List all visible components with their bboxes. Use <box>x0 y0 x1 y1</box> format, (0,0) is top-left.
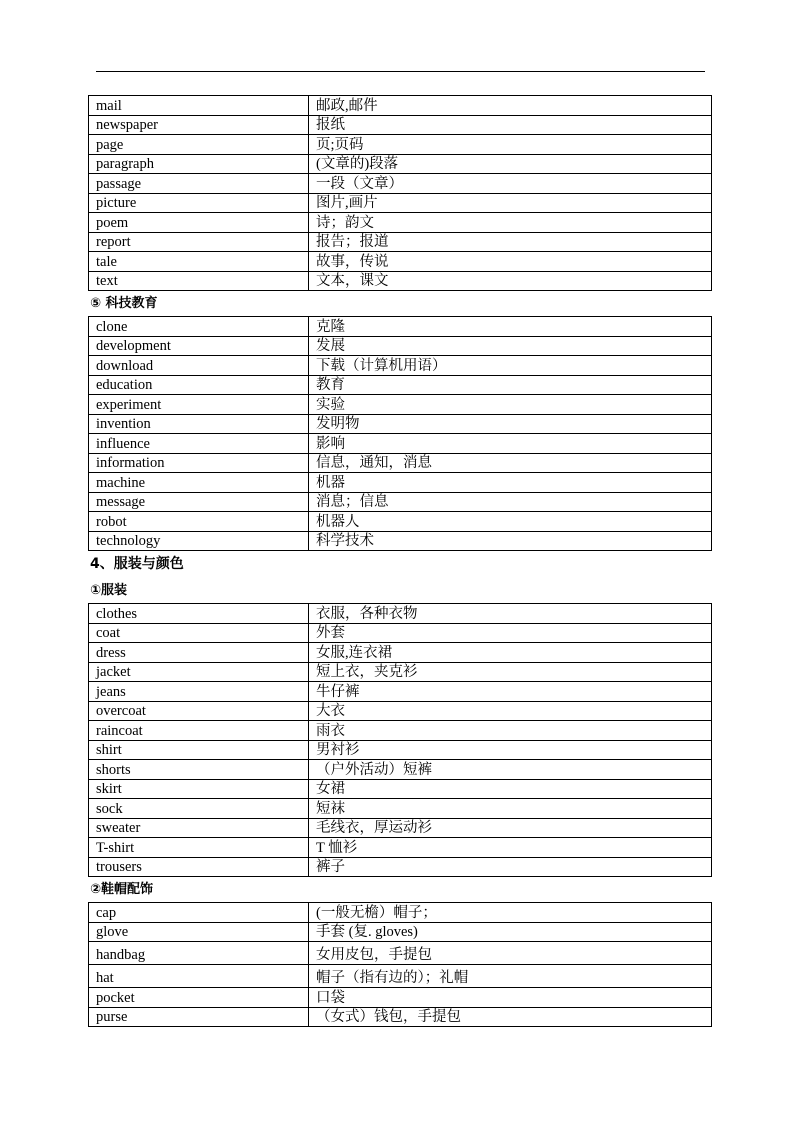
english-word: glove <box>89 922 309 942</box>
chinese-meaning: 裤子 <box>309 857 712 877</box>
chinese-meaning: 女用皮包，手提包 <box>309 942 712 965</box>
english-word: sock <box>89 799 309 819</box>
table-row <box>89 473 712 493</box>
chinese-meaning: 机器 <box>309 473 712 493</box>
chinese-meaning: 女服,连衣裙 <box>309 643 712 663</box>
header-rule <box>96 71 705 72</box>
table-row <box>89 662 712 682</box>
chinese-meaning: 报告；报道 <box>309 232 712 252</box>
chinese-meaning: 故事，传说 <box>309 252 712 272</box>
table-row <box>89 903 712 923</box>
english-word: purse <box>89 1007 309 1027</box>
english-word: technology <box>89 531 309 551</box>
english-word: machine <box>89 473 309 493</box>
english-word: dress <box>89 643 309 663</box>
english-word: tale <box>89 252 309 272</box>
table-row <box>89 375 712 395</box>
chinese-meaning: 外套 <box>309 623 712 643</box>
english-word: jacket <box>89 662 309 682</box>
chinese-meaning: 邮政,邮件 <box>309 96 712 116</box>
chinese-meaning: 实验 <box>309 395 712 415</box>
chinese-meaning: 男衬衫 <box>309 740 712 760</box>
table-row <box>89 356 712 376</box>
english-word: invention <box>89 414 309 434</box>
chinese-meaning: 诗；韵文 <box>309 213 712 233</box>
table-row <box>89 271 712 291</box>
chinese-meaning: 手套 (复. gloves) <box>309 922 712 942</box>
chinese-meaning: 克隆 <box>309 317 712 337</box>
table-row <box>89 492 712 512</box>
table-row <box>89 453 712 473</box>
english-word: passage <box>89 174 309 194</box>
chinese-meaning: 一段（文章） <box>309 174 712 194</box>
english-word: robot <box>89 512 309 532</box>
heading-accessories: ②鞋帽配饰 <box>90 882 154 897</box>
table-row <box>89 779 712 799</box>
vocab-table-accessories <box>88 902 712 1027</box>
english-word: trousers <box>89 857 309 877</box>
chinese-meaning: 信息，通知，消息 <box>309 453 712 473</box>
table-row <box>89 965 712 988</box>
vocab-table-media <box>88 95 712 291</box>
english-word: pocket <box>89 988 309 1008</box>
table-row <box>89 604 712 624</box>
english-word: overcoat <box>89 701 309 721</box>
english-word: education <box>89 375 309 395</box>
english-word: page <box>89 135 309 155</box>
table-row <box>89 857 712 877</box>
english-word: shorts <box>89 760 309 780</box>
chinese-meaning: 报纸 <box>309 115 712 135</box>
table-row <box>89 922 712 942</box>
table-row <box>89 154 712 174</box>
table-row <box>89 721 712 741</box>
heading-clothing: ①服装 <box>90 583 128 598</box>
english-word: clothes <box>89 604 309 624</box>
table-row <box>89 760 712 780</box>
table-row <box>89 740 712 760</box>
vocab-table-clothing <box>88 603 712 877</box>
english-word: jeans <box>89 682 309 702</box>
english-word: clone <box>89 317 309 337</box>
chinese-meaning: 牛仔裤 <box>309 682 712 702</box>
chinese-meaning: 下载（计算机用语） <box>309 356 712 376</box>
english-word: cap <box>89 903 309 923</box>
english-word: development <box>89 336 309 356</box>
heading-science-education: ⑤ 科技教育 <box>90 296 158 311</box>
english-word: picture <box>89 193 309 213</box>
table-row <box>89 174 712 194</box>
chinese-meaning: 页;页码 <box>309 135 712 155</box>
table-row <box>89 395 712 415</box>
table-row <box>89 799 712 819</box>
table-row <box>89 988 712 1008</box>
table-row <box>89 115 712 135</box>
chinese-meaning: 消息；信息 <box>309 492 712 512</box>
english-word: raincoat <box>89 721 309 741</box>
table-row <box>89 531 712 551</box>
chinese-meaning: 文本，课文 <box>309 271 712 291</box>
chinese-meaning: 大衣 <box>309 701 712 721</box>
english-word: poem <box>89 213 309 233</box>
table-row <box>89 942 712 965</box>
chinese-meaning: (一般无檐）帽子； <box>309 903 712 923</box>
chinese-meaning: 短上衣，夹克衫 <box>309 662 712 682</box>
chinese-meaning: 女裙 <box>309 779 712 799</box>
table-row <box>89 96 712 116</box>
chinese-meaning: 机器人 <box>309 512 712 532</box>
chinese-meaning: T 恤衫 <box>309 838 712 858</box>
english-word: sweater <box>89 818 309 838</box>
chinese-meaning: 教育 <box>309 375 712 395</box>
chinese-meaning: (文章的)段落 <box>309 154 712 174</box>
table-row <box>89 336 712 356</box>
english-word: paragraph <box>89 154 309 174</box>
document-body <box>88 95 712 1027</box>
english-word: report <box>89 232 309 252</box>
chinese-meaning: 图片,画片 <box>309 193 712 213</box>
english-word: text <box>89 271 309 291</box>
chinese-meaning: 帽子（指有边的）；礼帽 <box>309 965 712 988</box>
chinese-meaning: （户外活动）短裤 <box>309 760 712 780</box>
chinese-meaning: 口袋 <box>309 988 712 1008</box>
chinese-meaning: 发展 <box>309 336 712 356</box>
english-word: message <box>89 492 309 512</box>
english-word: shirt <box>89 740 309 760</box>
vocab-table-science <box>88 316 712 551</box>
table-row <box>89 701 712 721</box>
chinese-meaning: 发明物 <box>309 414 712 434</box>
table-row <box>89 414 712 434</box>
table-row <box>89 434 712 454</box>
english-word: T-shirt <box>89 838 309 858</box>
table-row <box>89 623 712 643</box>
table-row <box>89 135 712 155</box>
chinese-meaning: 科学技术 <box>309 531 712 551</box>
table-row <box>89 252 712 272</box>
heading-section-4: 4、服装与颜色 <box>90 556 184 572</box>
table-row <box>89 317 712 337</box>
table-row <box>89 682 712 702</box>
english-word: skirt <box>89 779 309 799</box>
english-word: handbag <box>89 942 309 965</box>
english-word: download <box>89 356 309 376</box>
english-word: experiment <box>89 395 309 415</box>
chinese-meaning: 影响 <box>309 434 712 454</box>
table-row <box>89 232 712 252</box>
english-word: hat <box>89 965 309 988</box>
table-row <box>89 838 712 858</box>
english-word: mail <box>89 96 309 116</box>
table-row <box>89 193 712 213</box>
english-word: newspaper <box>89 115 309 135</box>
chinese-meaning: （女式）钱包，手提包 <box>309 1007 712 1027</box>
table-row <box>89 512 712 532</box>
chinese-meaning: 雨衣 <box>309 721 712 741</box>
english-word: information <box>89 453 309 473</box>
table-row <box>89 213 712 233</box>
table-row <box>89 818 712 838</box>
chinese-meaning: 衣服，各种衣物 <box>309 604 712 624</box>
chinese-meaning: 毛线衣，厚运动衫 <box>309 818 712 838</box>
english-word: influence <box>89 434 309 454</box>
chinese-meaning: 短袜 <box>309 799 712 819</box>
table-row <box>89 643 712 663</box>
english-word: coat <box>89 623 309 643</box>
table-row <box>89 1007 712 1027</box>
